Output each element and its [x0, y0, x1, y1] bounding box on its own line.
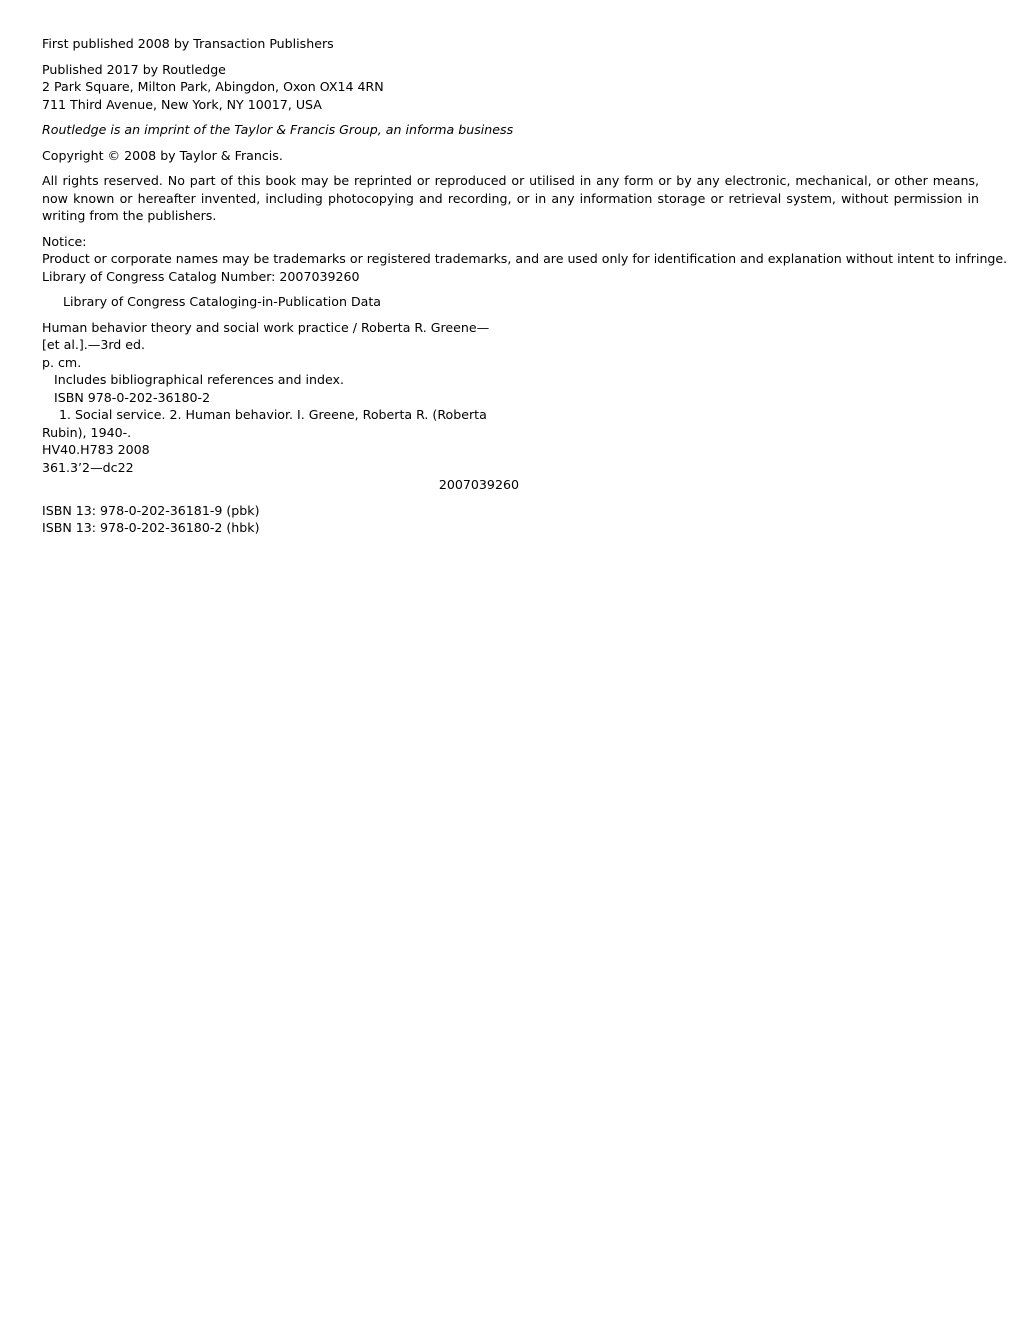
cip-heading-text: Library of Congress Cataloging-in-Publication Data: [63, 294, 382, 309]
cip-lc-class: HV40.H783 2008: [42, 442, 150, 457]
cip-includes: Includes bibliographical references and index.: [54, 372, 344, 387]
cip-number: 2007039260: [438, 477, 519, 492]
first-published-text: First published 2008 by Transaction Publishers: [42, 36, 334, 51]
notice-block: [42, 233, 1008, 286]
cip-subjects-line-1: 1. Social service. 2. Human behavior. I. Greene, Roberta R. (Roberta: [59, 407, 487, 422]
cip-pcm: p. cm.: [42, 354, 82, 370]
notice-label: Notice:: [42, 233, 87, 249]
cip-title-line-2: [et al.].—3rd ed.: [42, 337, 146, 352]
imprint-text: Routledge is an imprint of the Taylor & Francis Group, an informa business: [42, 122, 514, 137]
cip-title-line-1: Human behavior theory and social work practice / Roberta R. Greene—: [42, 319, 490, 335]
notice-text: Product or corporate names may be trademarks or registered trademarks, and are used only for identification and explanation without intent to infringe.: [42, 251, 1008, 266]
isbn-block: [42, 502, 979, 537]
isbn-pbk: ISBN 13: 978-0-202-36181-9 (pbk): [42, 502, 260, 518]
cip-record: [42, 319, 979, 494]
publisher-block: [42, 61, 979, 114]
isbn-hbk: ISBN 13: 978-0-202-36180-2 (hbk): [42, 520, 260, 535]
cip-isbn: ISBN 978-0-202-36180-2: [54, 389, 211, 405]
publisher-name: Published 2017 by Routledge: [42, 61, 226, 77]
catalog-number: Library of Congress Catalog Number: 2007039260: [42, 268, 360, 284]
cip-subjects-line-2: Rubin), 1940-.: [42, 424, 132, 440]
publisher-address-uk: 2 Park Square, Milton Park, Abingdon, Oxon OX14 4RN: [42, 79, 384, 94]
copyright-statement: [42, 147, 979, 165]
copyright-text: Copyright © 2008 by Taylor & Francis.: [42, 147, 283, 163]
cip-heading: [42, 293, 979, 311]
cip-dewey: 361.3’2—dc22: [42, 459, 134, 475]
first-published-line: [42, 35, 979, 53]
rights-statement: All rights reserved. No part of this book may be reprinted or reproduced or utilised in any form or by any electronic, mechanical, or other means, now known or hereafter invented, including photocopying and recording, or in any information storage or retrieval system, without permission in writing from the publishers.: [42, 173, 979, 223]
copyright-page: [42, 35, 1008, 537]
imprint-statement: [42, 121, 979, 139]
publisher-address-us: 711 Third Avenue, New York, NY 10017, USA: [42, 96, 322, 112]
